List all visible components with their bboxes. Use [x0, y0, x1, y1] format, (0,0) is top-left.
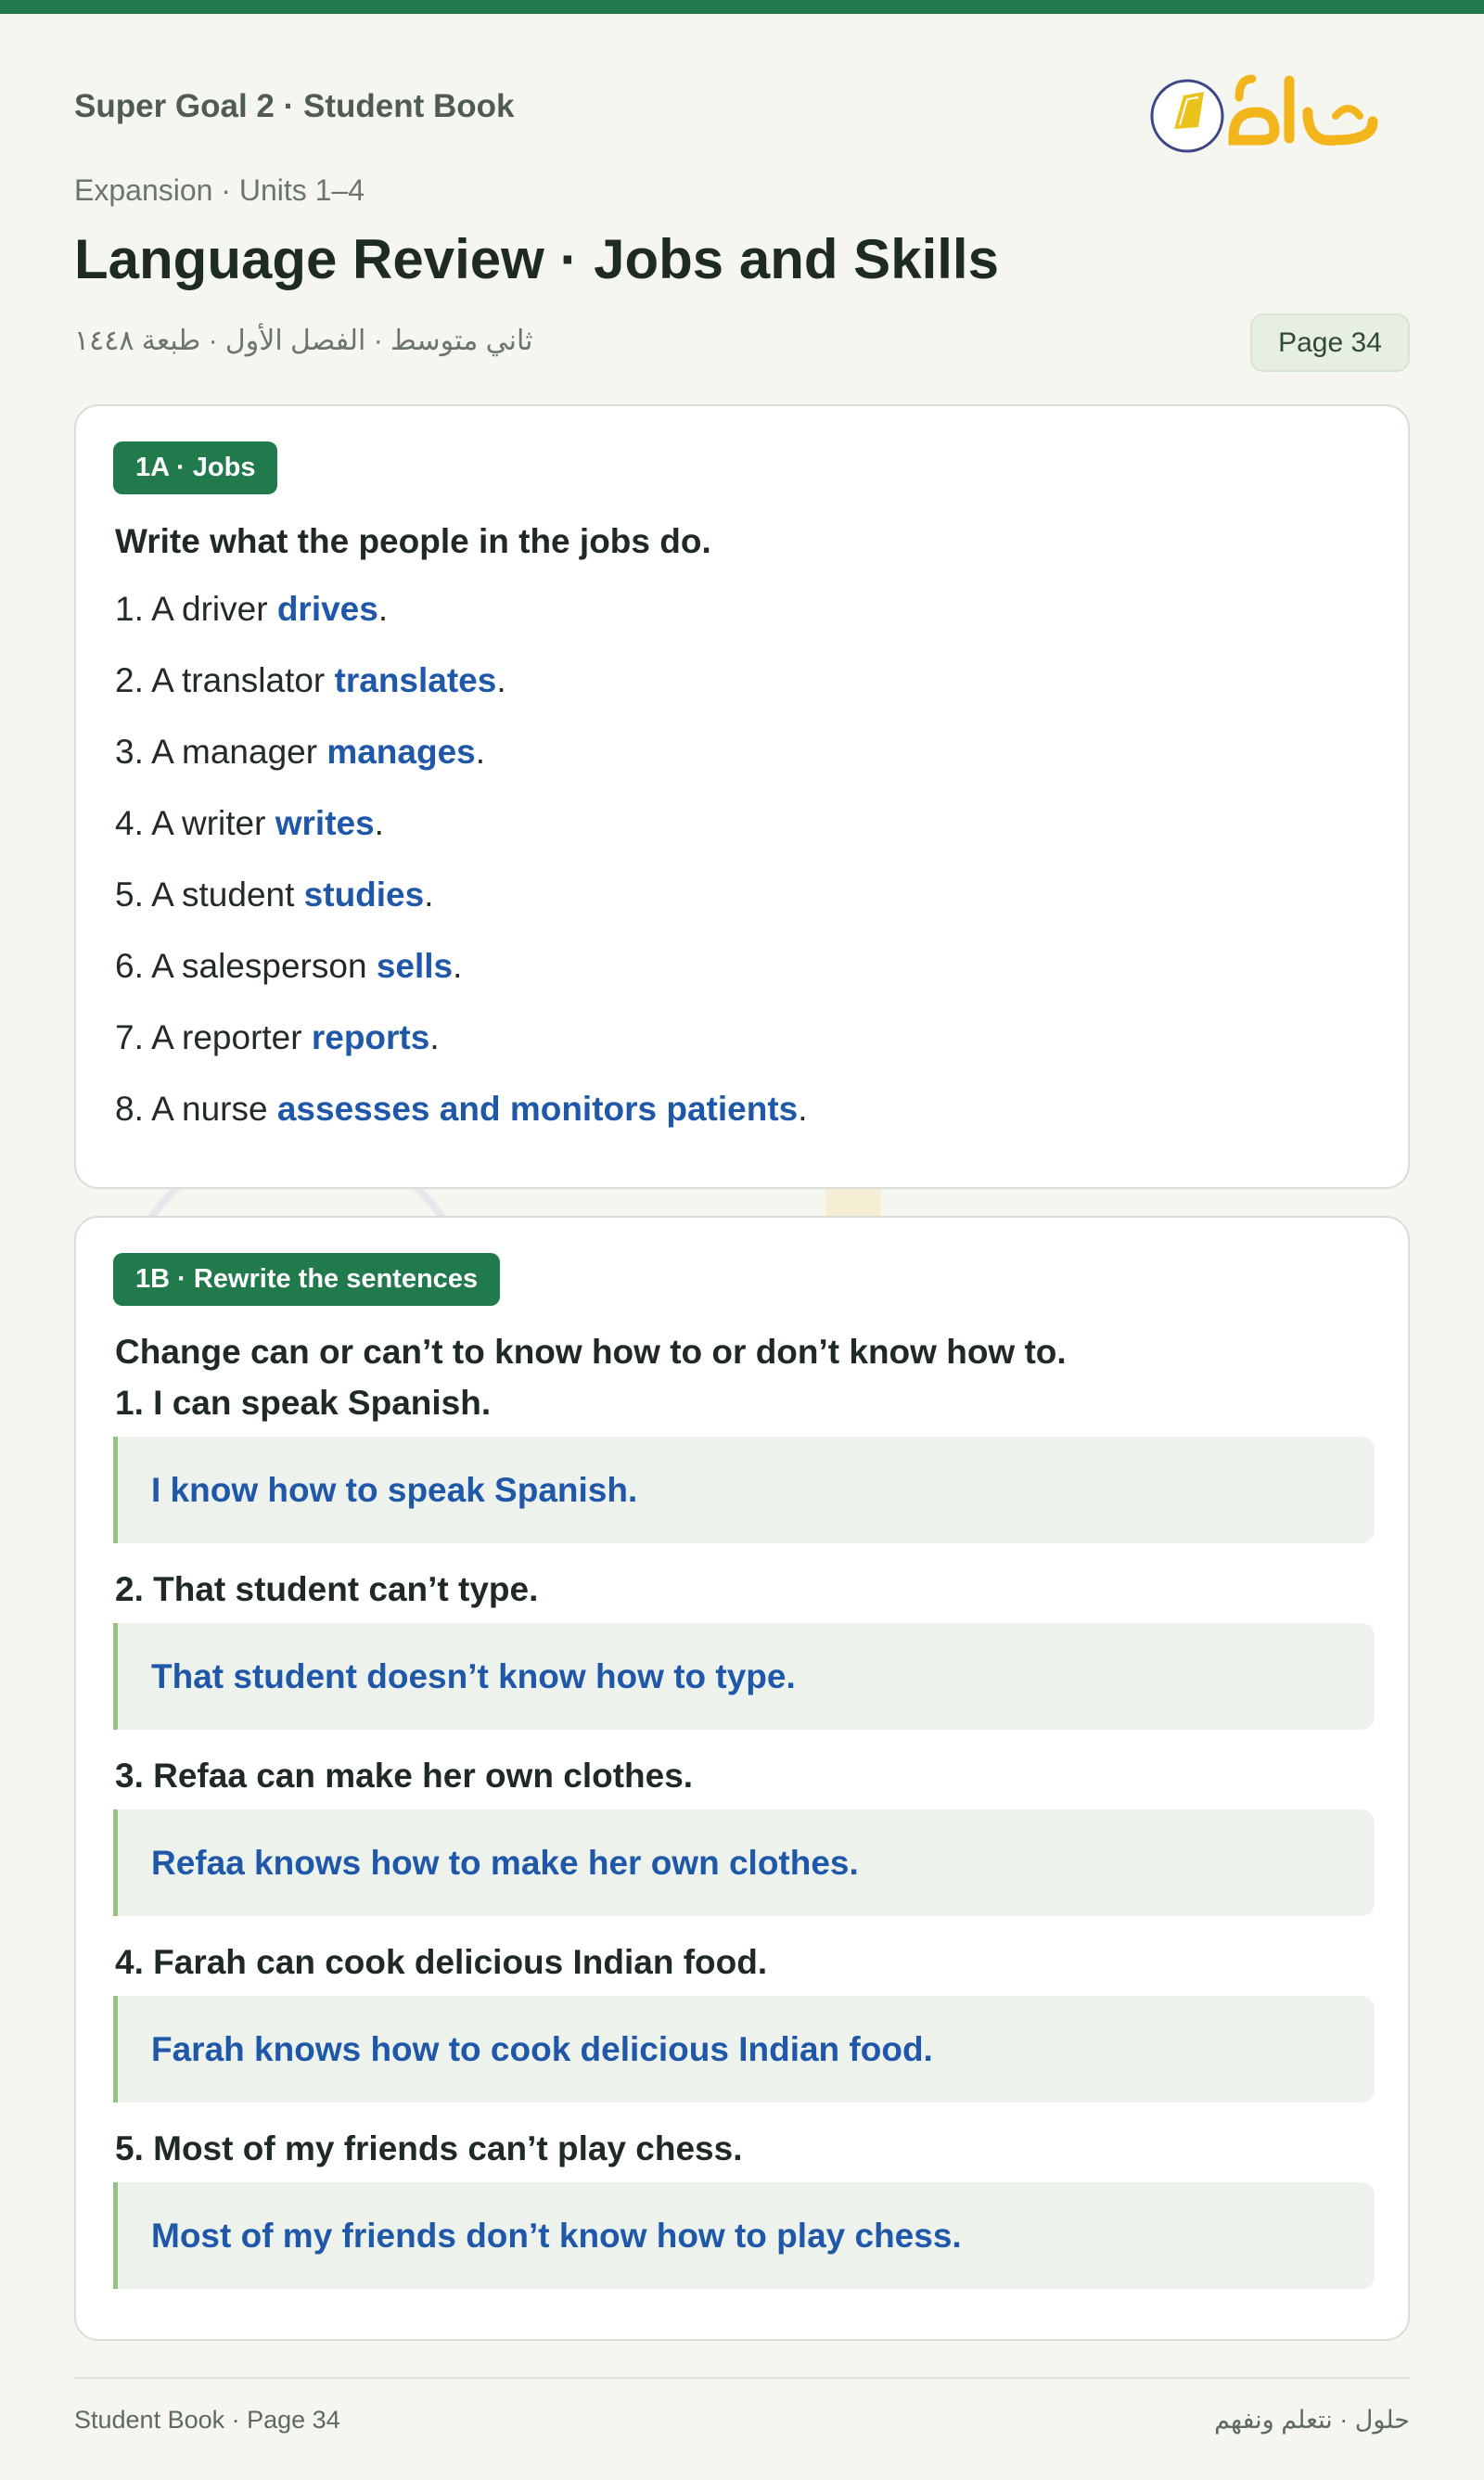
list-item: 4. A writer writes.	[115, 804, 384, 842]
footer-page-label: Student Book · Page 34	[74, 2406, 340, 2434]
footer-divider	[74, 2377, 1410, 2379]
answer-box: I know how to speak Spanish.	[113, 1437, 1375, 1543]
section-instruction: Write what the people in the jobs do.	[115, 522, 711, 560]
list-item: 8. A nurse assesses and monitors patients.	[115, 1090, 808, 1128]
answer-box: That student doesn’t know how to type.	[113, 1623, 1375, 1730]
answer-text: assesses and monitors patients	[276, 1090, 799, 1128]
question-sentence: 1. I can speak Spanish.	[115, 1384, 492, 1422]
grade-term-line: ثاني متوسط · الفصل الأول · طبعة ١٤٤٨	[74, 326, 533, 356]
answer-text: writes	[275, 804, 375, 842]
top-accent-bar	[0, 0, 1484, 14]
answer-text: sells	[376, 947, 454, 985]
unit-subtitle: Expansion · Units 1–4	[74, 173, 365, 207]
page-title: Language Review · Jobs and Skills	[74, 228, 999, 290]
jobs-list	[115, 589, 808, 1160]
answer-box: Most of my friends don’t know how to play chess.	[113, 2182, 1375, 2289]
section-badge: 1A · Jobs	[113, 441, 277, 494]
question-sentence: 4. Farah can cook delicious Indian food.	[115, 1943, 768, 1981]
answer-box: Refaa knows how to make her own clothes.	[113, 1809, 1375, 1916]
page-header	[74, 88, 1410, 385]
book-icon	[1150, 60, 1391, 162]
answer-text: studies	[303, 876, 425, 914]
answer-text: drives	[276, 590, 378, 628]
question-sentence: 3. Refaa can make her own clothes.	[115, 1757, 694, 1795]
answer-text: reports	[311, 1018, 430, 1056]
list-item: 5. A student studies.	[115, 876, 434, 914]
answer-box: Farah knows how to cook delicious Indian food.	[113, 1996, 1375, 2103]
list-item: 2. A translator translates.	[115, 661, 506, 699]
list-item: 7. A reporter reports.	[115, 1018, 440, 1056]
brand-logo[interactable]	[1150, 60, 1391, 162]
page-number-badge: Page 34	[1250, 313, 1410, 372]
question-sentence: 2. That student can’t type.	[115, 1570, 539, 1608]
list-item: 1. A driver drives.	[115, 590, 389, 628]
section-jobs-card	[74, 404, 1410, 1189]
section-badge: 1B · Rewrite the sentences	[113, 1253, 500, 1306]
book-title: Super Goal 2 · Student Book	[74, 88, 515, 124]
footer-tagline: حلول · نتعلم ونفهم	[1214, 2406, 1410, 2434]
rewrite-list	[113, 1383, 1375, 2289]
answer-text: translates	[334, 661, 497, 699]
question-sentence: 5. Most of my friends can’t play chess.	[115, 2129, 743, 2167]
section-instruction: Change can or can’t to know how to or don’t know how to.	[115, 1333, 1067, 1371]
answer-text: manages	[326, 733, 476, 771]
list-item: 3. A manager manages.	[115, 733, 486, 771]
section-rewrite-card	[74, 1216, 1410, 2341]
list-item: 6. A salesperson sells.	[115, 947, 463, 985]
